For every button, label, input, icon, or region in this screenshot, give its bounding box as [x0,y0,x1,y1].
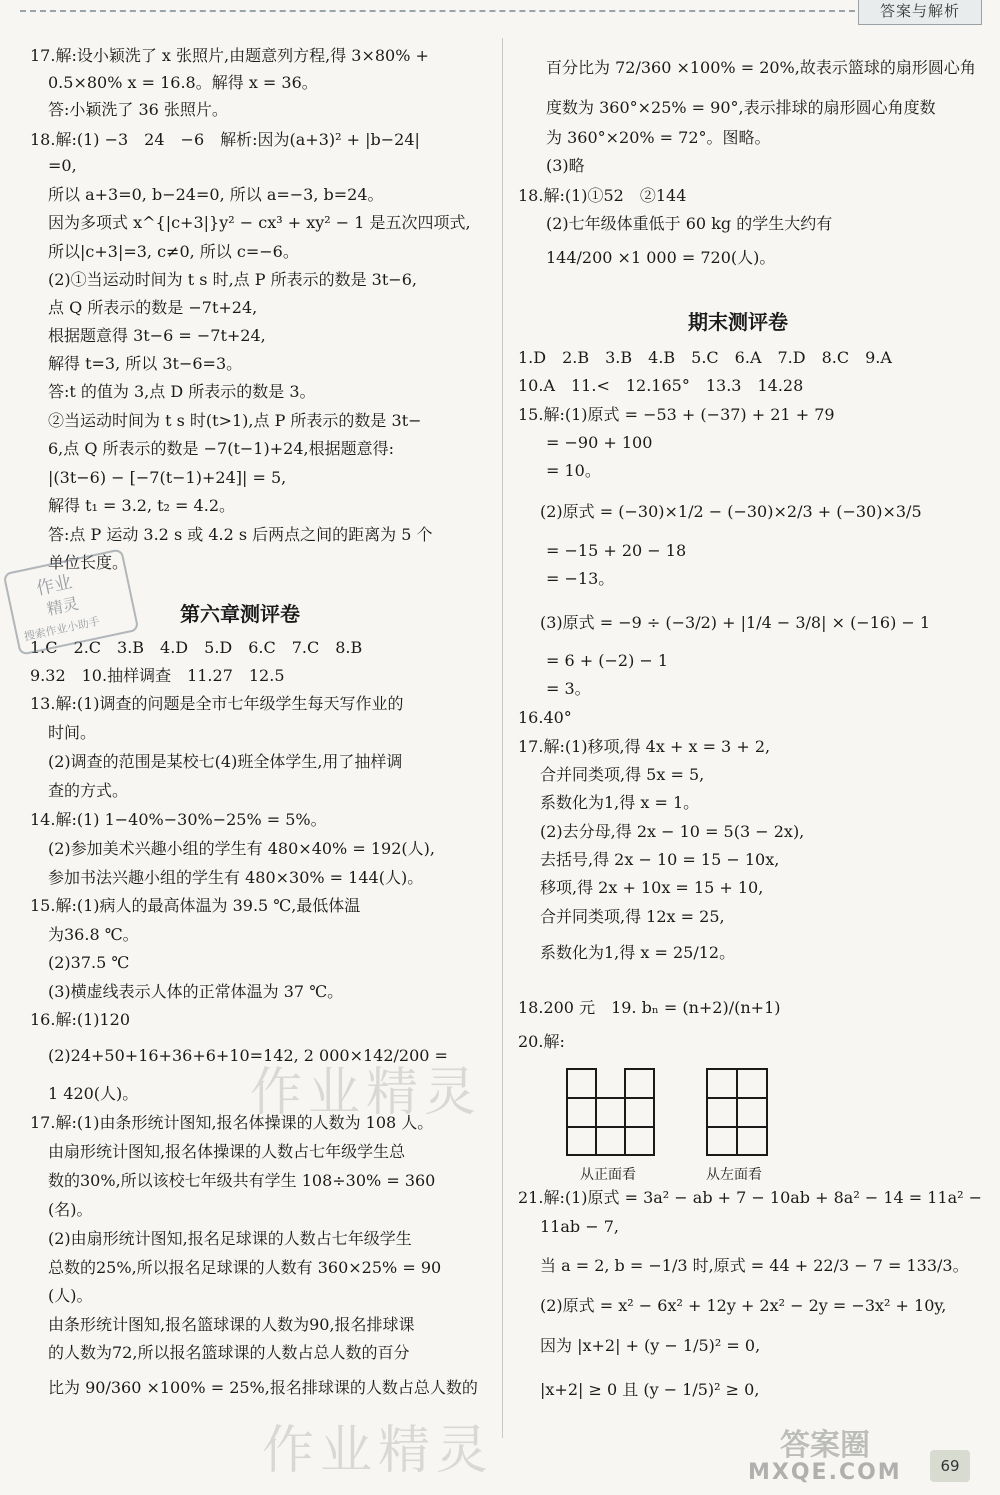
left-text-line: |(3t−6) − [−7(t−1)+24]| = 5, [48,468,287,487]
right-text2-line: 10.A 11.< 12.165° 13.3 14.28 [518,376,804,395]
left-text-line: 所以 a+3=0, b−24=0, 所以 a=−3, b=24。 [48,185,384,204]
left-text2-line: 16.解:(1)120 [30,1010,131,1029]
right-text-line: 百分比为 72/360 ×100% = 20%,故表示篮球的扇形圆心角 [546,58,976,77]
right-text2-line: 18.200 元 19. bₙ = (n+2)/(n+1) [518,998,781,1017]
right-text2-line: = −90 + 100 [546,433,653,452]
stamp-line2: 精灵 [45,593,81,619]
right-text2-line: 1.D 2.B 3.B 4.B 5.C 6.A 7.D 8.C 9.A [518,348,892,367]
final-exam-title: 期末测评卷 [688,310,788,334]
left-text2-line: 15.解:(1)病人的最高体温为 39.5 ℃,最低体温 [30,896,361,915]
section6-title: 第六章测评卷 [180,602,300,626]
left-text2-line: (名)。 [48,1200,93,1219]
logo-sub: MXQE.COM [748,1460,902,1485]
stamp-line3: 搜索作业小助手 [22,614,101,644]
left-text-line: 因为多项式 x^{|c+3|}y² − cx³ + xy² − 1 是五次四项式, [48,213,471,232]
front-view-grid [566,1068,656,1156]
right-text2-line: 17.解:(1)移项,得 4x + x = 3 + 2, [518,737,771,756]
right-text2-line: = 3。 [546,679,591,698]
watermark-bottom: 作业精灵 [262,1421,495,1481]
right-text2-line: 16.40° [518,708,572,727]
watermark-middle: 作业精灵 [250,1063,483,1123]
left-text2-line: (2)调查的范围是某校七(4)班全体学生,用了抽样调 [48,752,403,771]
header-rule [20,10,855,12]
logo-text: 答案圈 [780,1428,870,1463]
right-text2-line: (2)原式 = (−30)×1/2 − (−30)×2/3 + (−30)×3/5 [540,502,922,521]
left-text2-line: 13.解:(1)调查的问题是全市七年级学生每天写作业的 [30,694,404,713]
left-text2-line: 由条形统计图知,报名篮球课的人数为90,报名排球课 [48,1315,415,1334]
left-text2-line: (2)37.5 ℃ [48,953,130,972]
right-text2-line: = −15 + 20 − 18 [546,541,687,560]
right-text2-line: 系数化为1,得 x = 1。 [540,793,700,812]
left-text-line: 所以|c+3|=3, c≠0, 所以 c=−6。 [48,242,299,261]
left-view-caption: 从左面看 [706,1167,762,1183]
right-text2-line: 20.解: [518,1032,565,1051]
left-text-line: (2)①当运动时间为 t s 时,点 P 所表示的数是 3t−6, [48,270,417,289]
left-text2-line: 1 420(人)。 [48,1084,139,1103]
left-text2-line: 的人数为72,所以报名篮球课的人数占总人数的百分 [48,1343,410,1362]
right-text3-line: 11ab − 7, [540,1217,619,1236]
right-text3-line: |x+2| ≥ 0 且 (y − 1/5)² ≥ 0, [540,1380,760,1399]
left-text-line: =0, [48,156,77,175]
left-text-line: 答:t 的值为 3,点 D 所表示的数是 3。 [48,382,316,401]
right-text2-line: 合并同类项,得 5x = 5, [540,765,705,784]
right-text3-line: 因为 |x+2| + (y − 1/5)² = 0, [540,1336,761,1355]
left-text2-line: 参加书法兴趣小组的学生有 480×30% = 144(人)。 [48,868,424,887]
right-text2-line: 15.解:(1)原式 = −53 + (−37) + 21 + 79 [518,405,835,424]
left-text-line: 解得 t₁ = 3.2, t₂ = 4.2。 [48,496,235,515]
left-text-line: ②当运动时间为 t s 时(t>1),点 P 所表示的数是 3t− [48,411,422,430]
stamp-line1: 作业 [34,571,75,600]
left-text-line: 6,点 Q 所表示的数是 −7(t−1)+24,根据题意得: [48,439,394,458]
left-text2-line: (人)。 [48,1286,93,1305]
left-text2-line: 为36.8 ℃。 [48,925,139,944]
left-view-figure [706,1068,768,1183]
left-text-line: 答:小颖洗了 36 张照片。 [48,100,228,119]
right-text-line: 144/200 ×1 000 = 720(人)。 [546,248,776,267]
left-text-line: 答:点 P 运动 3.2 s 或 4.2 s 后两点之间的距离为 5 个 [48,525,433,544]
left-text-line: 根据题意得 3t−6 = −7t+24, [48,326,266,345]
site-logo [740,1420,920,1490]
left-text-line: 17.解:设小颖洗了 x 张照片,由题意列方程,得 3×80% + [30,46,429,65]
right-text2-line: 移项,得 2x + 10x = 15 + 10, [540,878,764,897]
right-text-line: 18.解:(1)①52 ②144 [518,186,687,205]
left-text2-line: (2)参加美术兴趣小组的学生有 480×40% = 192(人), [48,839,435,858]
right-text-line: 为 360°×20% = 72°。图略。 [546,128,771,147]
header-tag: 答案与解析 [858,0,982,25]
left-text-line: 解得 t=3, 所以 3t−6=3。 [48,354,243,373]
right-text2-line: = −13。 [546,569,615,588]
left-text2-line: 数的30%,所以该校七年级共有学生 108÷30% = 360 [48,1171,436,1190]
left-text2-line: (2)24+50+16+36+6+10=142, 2 000×142/200 = [48,1046,448,1065]
right-text-line: (2)七年级体重低于 60 kg 的学生大约有 [546,214,833,233]
left-text2-line: 17.解:(1)由条形统计图知,报名体操课的人数为 108 人。 [30,1113,434,1132]
left-text2-line: (2)由扇形统计图知,报名足球课的人数占七年级学生 [48,1229,412,1248]
right-text2-line: = 10。 [546,461,601,480]
left-text-line: 18.解:(1) −3 24 −6 解析:因为(a+3)² + |b−24| [30,130,420,149]
left-text-line: 单位长度。 [48,553,129,572]
left-text2-line: 总数的25%,所以报名足球课的人数有 360×25% = 90 [48,1258,442,1277]
right-text2-line: 系数化为1,得 x = 25/12。 [540,943,736,962]
left-text-line: 点 Q 所表示的数是 −7t+24, [48,298,258,317]
left-text2-line: (3)横虚线表示人体的正常体温为 37 ℃。 [48,982,344,1001]
left-view-grid [706,1068,768,1156]
right-text2-line: 去括号,得 2x − 10 = 15 − 10x, [540,850,780,869]
right-text2-line: 合并同类项,得 12x = 25, [540,907,725,926]
right-text-line: (3)略 [546,156,585,175]
left-text2-line: 查的方式。 [48,781,129,800]
right-text-line: 度数为 360°×25% = 90°,表示排球的扇形圆心角度数 [546,98,936,117]
left-text2-line: 1.C 2.C 3.B 4.D 5.D 6.C 7.C 8.B [30,638,363,657]
right-text2-line: = 6 + (−2) − 1 [546,651,669,670]
left-text-line: 0.5×80% x = 16.8。解得 x = 36。 [48,73,318,92]
left-text2-line: 时间。 [48,723,97,742]
left-text2-line: 比为 90/360 ×100% = 25%,报名排球课的人数占总人数的 [48,1378,478,1397]
right-text2-line: (2)去分母,得 2x − 10 = 5(3 − 2x), [540,822,805,841]
page-number: 69 [930,1450,970,1482]
right-text3-line: 当 a = 2, b = −1/3 时,原式 = 44 + 22/3 − 7 = 133/3。 [540,1256,969,1275]
right-text3-line: (2)原式 = x² − 6x² + 12y + 2x² − 2y = −3x² + 10y, [540,1296,947,1315]
front-view-figure [566,1068,656,1183]
left-text2-line: 9.32 10.抽样调查 11.27 12.5 [30,666,285,685]
left-text2-line: 14.解:(1) 1−40%−30%−25% = 5%。 [30,810,327,829]
right-text3-line: 21.解:(1)原式 = 3a² − ab + 7 − 10ab + 8a² − 14 = 11a² − [518,1188,983,1207]
column-divider [502,38,503,1438]
right-text2-line: (3)原式 = −9 ÷ (−3/2) + |1/4 − 3/8| × (−16) − 1 [540,613,931,632]
left-text2-line: 由扇形统计图知,报名体操课的人数占七年级学生总 [48,1142,406,1161]
front-view-caption: 从正面看 [580,1167,636,1183]
